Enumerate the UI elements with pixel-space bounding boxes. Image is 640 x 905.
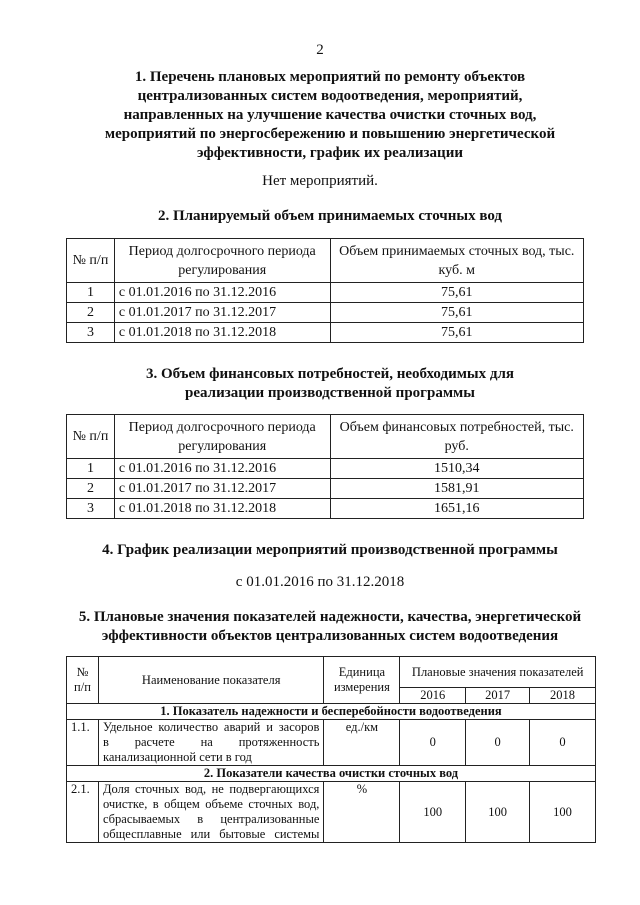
group-row (67, 704, 596, 720)
row-period: с 01.01.2017 по 31.12.2017 (114, 479, 330, 499)
row-value: 100 (466, 782, 530, 843)
row-period: с 01.01.2018 по 31.12.2018 (114, 499, 330, 519)
table-row (67, 479, 584, 499)
table-row (67, 720, 596, 766)
section1-title-line: мероприятий по энергосбережению и повышению энергетической (104, 126, 556, 142)
row-name-line: Доля сточных вод, не подвергающихся (102, 782, 320, 796)
col-header-planned: Плановые значения показателей (400, 657, 596, 688)
section1-title (60, 68, 600, 163)
section1-title-line: направленных на улучшение качества очистки сточных вод, (123, 107, 537, 123)
row-period: с 01.01.2016 по 31.12.2016 (114, 283, 330, 303)
col-header-year: 2018 (530, 688, 596, 704)
row-number: 2 (67, 479, 115, 499)
row-name-line: сбрасываемых в централизованные (102, 812, 320, 826)
row-value: 100 (530, 782, 596, 843)
row-number: 1 (67, 459, 115, 479)
row-unit: % (324, 782, 400, 843)
row-value: 100 (400, 782, 466, 843)
table-row (67, 499, 584, 519)
row-name-line: Удельное количество аварий и засоров (102, 720, 320, 734)
col-header-period: Период долгосрочного периода регулирования (114, 415, 330, 459)
section5-title (30, 608, 630, 646)
row-value: 0 (466, 720, 530, 766)
table-row (67, 459, 584, 479)
col-header-unit: Единица измерения (324, 657, 400, 704)
section1-text: Нет мероприятий. (262, 173, 378, 189)
group-title: 2. Показатели качества очистки сточных вод (67, 766, 596, 782)
row-number: 2 (67, 303, 115, 323)
section3-title-line: 3. Объем финансовых потребностей, необходимых для (145, 366, 515, 382)
section1-title-line: 1. Перечень плановых мероприятий по ремонту объектов (134, 69, 526, 85)
row-value: 0 (530, 720, 596, 766)
table-header-row (67, 239, 584, 283)
table-row (67, 303, 584, 323)
row-value: 75,61 (330, 323, 583, 343)
col-header-finance: Объем финансовых потребностей, тыс. руб. (330, 415, 584, 459)
row-number: 3 (67, 499, 115, 519)
section5-title-line: 5. Плановые значения показателей надежности, качества, энергетической (78, 609, 582, 625)
col-header-name: Наименование показателя (98, 657, 323, 704)
row-number: 1.1. (67, 720, 99, 766)
row-period: с 01.01.2017 по 31.12.2017 (114, 303, 330, 323)
row-name-line: канализационной сети в год (102, 750, 252, 764)
table-row (67, 323, 584, 343)
col-header-number: № п/п (67, 657, 99, 704)
row-name (98, 720, 323, 766)
row-unit: ед./км (324, 720, 400, 766)
row-value: 1581,91 (330, 479, 584, 499)
row-name-line: очистке, в общем объеме сточных вод, (102, 797, 320, 811)
table-header-row (67, 657, 596, 688)
col-header-year: 2017 (466, 688, 530, 704)
section2-title: 2. Планируемый объем принимаемых сточных вод (157, 208, 503, 224)
row-period: с 01.01.2018 по 31.12.2018 (114, 323, 330, 343)
section3-title-line: реализации производственной программы (185, 385, 475, 401)
group-title: 1. Показатель надежности и бесперебойности водоотведения (67, 704, 596, 720)
table-row (67, 782, 596, 843)
col-header-period: Период долгосрочного периода регулирования (114, 239, 330, 283)
row-name-line: в расчете на протяженность (102, 735, 320, 749)
section3-title (60, 365, 600, 403)
indicators-table (66, 656, 596, 843)
row-value: 75,61 (330, 303, 583, 323)
page-number: 2 (316, 42, 324, 58)
section4-title: 4. График реализации мероприятий производственной программы (102, 542, 558, 558)
table-row (67, 283, 584, 303)
row-period: с 01.01.2016 по 31.12.2016 (114, 459, 330, 479)
col-header-year: 2016 (400, 688, 466, 704)
row-value: 1651,16 (330, 499, 584, 519)
table-header-row (67, 415, 584, 459)
row-value: 1510,34 (330, 459, 584, 479)
row-number: 2.1. (67, 782, 99, 843)
section5-title-line: эффективности объектов централизованных систем водоотведения (101, 628, 559, 644)
row-name-line: общесплавные или бытовые системы (102, 827, 320, 841)
row-number: 1 (67, 283, 115, 303)
col-header-volume: Объем принимаемых сточных вод, тыс. куб. м (330, 239, 583, 283)
col-header-number: № п/п (67, 415, 115, 459)
financial-table (66, 414, 584, 519)
section1-title-line: централизованных систем водоотведения, мероприятий, (137, 88, 523, 104)
row-value: 0 (400, 720, 466, 766)
col-header-number: № п/п (67, 239, 115, 283)
row-name (98, 782, 323, 843)
row-value: 75,61 (330, 283, 583, 303)
row-number: 3 (67, 323, 115, 343)
section4-text: с 01.01.2016 по 31.12.2018 (235, 574, 405, 590)
volume-table (66, 238, 584, 343)
section1-title-line: эффективности, график их реализации (197, 145, 463, 161)
group-row (67, 766, 596, 782)
